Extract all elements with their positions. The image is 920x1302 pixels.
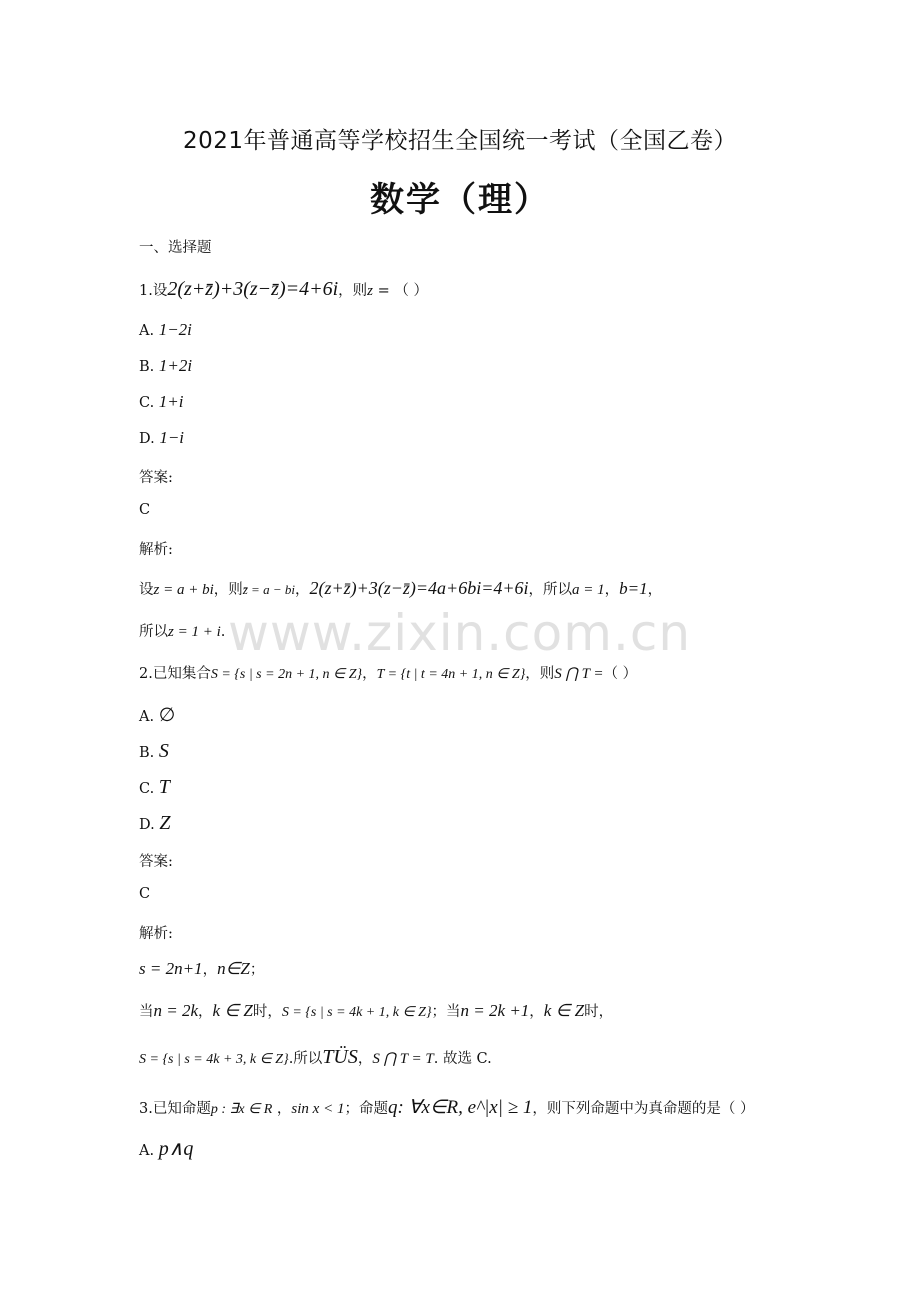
q2-intersection: S ⋂ T = <box>554 666 604 682</box>
q1-option-c-label: C. <box>139 395 159 411</box>
q3-tail: ，则下列命题中为真命题的是（ ） <box>532 1101 755 1117</box>
q2-l3-m1: .所以 <box>288 1051 323 1067</box>
q2-l2-b: k ∈ Z <box>212 1001 253 1020</box>
q2-option-a <box>139 704 175 727</box>
section-heading: 一、选择题 <box>139 240 212 256</box>
q1-mid: ，则 <box>338 283 368 299</box>
q2-l1-a: s = 2n+1 <box>139 959 203 978</box>
q1-a1-mid3: ，所以 <box>528 582 572 598</box>
q3-prefix: 3.已知命题 <box>139 1101 211 1117</box>
q2-analysis-label: 解析: <box>139 926 173 942</box>
q1-a1-z: z = a + bi <box>153 582 214 598</box>
q1-a1-mid2: ， <box>294 582 310 598</box>
q2-option-a-value: ∅ <box>158 705 176 726</box>
q2-set-s: S = {s | s = 2n + 1, n ∈ Z} <box>210 667 363 682</box>
q2-tail: （ ） <box>603 666 638 682</box>
q1-option-b-label: B. <box>139 359 159 375</box>
q1-analysis-line-2 <box>139 620 225 641</box>
q3-option-a-value: p∧q <box>158 1138 194 1160</box>
q1-a1-equation: 2(z+z̄)+3(z−z̄)=4a+6bi=4+6i <box>309 578 529 598</box>
q2-l3-m2: ， <box>357 1051 373 1067</box>
q2-l2-m3: ；当 <box>431 1004 461 1020</box>
q1-option-d <box>139 428 184 448</box>
q2-l2-m1: ， <box>198 1004 213 1020</box>
q3-proposition-p: p : ∃x ∈ R <box>210 1102 273 1117</box>
q2-l2-end: 时， <box>584 1004 614 1020</box>
q2-option-b-value: S <box>158 740 169 762</box>
q1-option-c <box>139 392 184 412</box>
q2-analysis-line-2 <box>139 1000 613 1021</box>
q1-a2-pre: 所以 <box>139 624 168 640</box>
q2-l2-pre: 当 <box>139 1004 154 1020</box>
q1-option-b-value: 1+2i <box>158 356 193 375</box>
q2-l2-c: S = {s | s = 4k + 1, k ∈ Z} <box>281 1005 432 1020</box>
q2-l2-m4: ， <box>529 1004 544 1020</box>
q2-option-c <box>139 776 170 799</box>
q1-option-d-label: D. <box>139 431 160 447</box>
q2-mid: ， <box>362 666 377 682</box>
watermark: www.zixin.com.cn <box>228 604 692 662</box>
q2-l3-b: TÜS <box>322 1046 358 1068</box>
q1-option-b <box>139 356 192 376</box>
q1-a1-mid4: ， <box>604 582 620 598</box>
q1-option-a <box>139 320 192 340</box>
q2-answer-label: 答案: <box>139 854 173 870</box>
q3-proposition-q: q: ∀x∈R, e^|x| ≥ 1 <box>387 1097 533 1118</box>
q1-option-a-value: 1−2i <box>158 320 192 339</box>
q1-a2-end: . <box>220 624 226 640</box>
q2-prefix: 2.已知集合 <box>139 666 211 682</box>
q2-l1-b: n∈Z <box>217 959 250 978</box>
exam-subtitle: 数学（理） <box>370 180 550 220</box>
q1-a1-zbar: z̄ = a − bi <box>242 582 295 597</box>
q2-set-t: T = {t | t = 4n + 1, n ∈ Z} <box>376 667 526 682</box>
q3-m2: ；命题 <box>344 1101 388 1117</box>
q3-m1: ， <box>272 1101 292 1117</box>
q1-option-a-label: A. <box>139 323 159 339</box>
q2-option-c-label: C. <box>139 781 159 797</box>
q1-analysis-label: 解析: <box>139 542 173 558</box>
q1-a1-end: ， <box>647 582 663 598</box>
q2-option-a-label: A. <box>139 709 159 725</box>
q1-a1-mid1: ，则 <box>213 582 243 598</box>
q2-l1-mid: ， <box>202 962 218 978</box>
q1-tail: = （ ） <box>373 283 428 299</box>
q2-analysis-line-1 <box>139 958 264 979</box>
q2-answer: C <box>139 886 151 902</box>
q1-equation: 2(z+z̄)+3(z−z̄)=4+6i <box>167 278 339 300</box>
question-3 <box>139 1096 755 1119</box>
q2-option-b-label: B. <box>139 745 159 761</box>
q3-sin: sin x < 1 <box>291 1101 345 1117</box>
q1-prefix: 1.设 <box>139 283 168 299</box>
exam-title: 2021年普通高等学校招生全国统一考试（全国乙卷） <box>182 128 738 154</box>
q2-l3-c: S ⋂ T = T <box>372 1051 434 1067</box>
q2-option-c-value: T <box>158 776 170 798</box>
q1-a1-pre: 设 <box>139 582 154 598</box>
q3-option-a-label: A. <box>139 1143 159 1159</box>
q1-z: z <box>367 283 373 299</box>
q2-analysis-line-3 <box>139 1046 492 1069</box>
q2-l1-end: ； <box>249 962 265 978</box>
question-1 <box>139 278 428 301</box>
q2-mid2: ，则 <box>525 666 555 682</box>
q1-a1-a: a = 1 <box>572 582 605 598</box>
q1-answer: C <box>139 502 151 518</box>
q3-option-a <box>139 1136 193 1161</box>
q1-a1-b: b=1 <box>619 579 648 598</box>
q1-answer-label: 答案: <box>139 470 173 486</box>
q1-option-c-value: 1+i <box>158 392 184 411</box>
q2-option-d-label: D. <box>139 817 160 833</box>
q2-l2-e: k ∈ Z <box>543 1001 585 1020</box>
q2-option-d <box>139 812 170 835</box>
q1-a2-z: z = 1 + i <box>168 624 221 640</box>
q2-option-b <box>139 740 169 763</box>
q2-l3-a: S = {s | s = 4k + 3, k ∈ Z} <box>139 1052 289 1067</box>
question-2 <box>139 662 637 683</box>
q2-l2-d: n = 2k +1 <box>460 1001 530 1020</box>
q2-option-d-value: Z <box>159 812 171 834</box>
q1-option-d-value: 1−i <box>159 428 185 447</box>
q2-l2-m2: 时， <box>252 1004 282 1020</box>
q1-analysis-line-1 <box>139 578 662 599</box>
q2-l3-end: . 故选 C. <box>433 1051 492 1067</box>
q2-l2-a: n = 2k <box>153 1001 199 1020</box>
